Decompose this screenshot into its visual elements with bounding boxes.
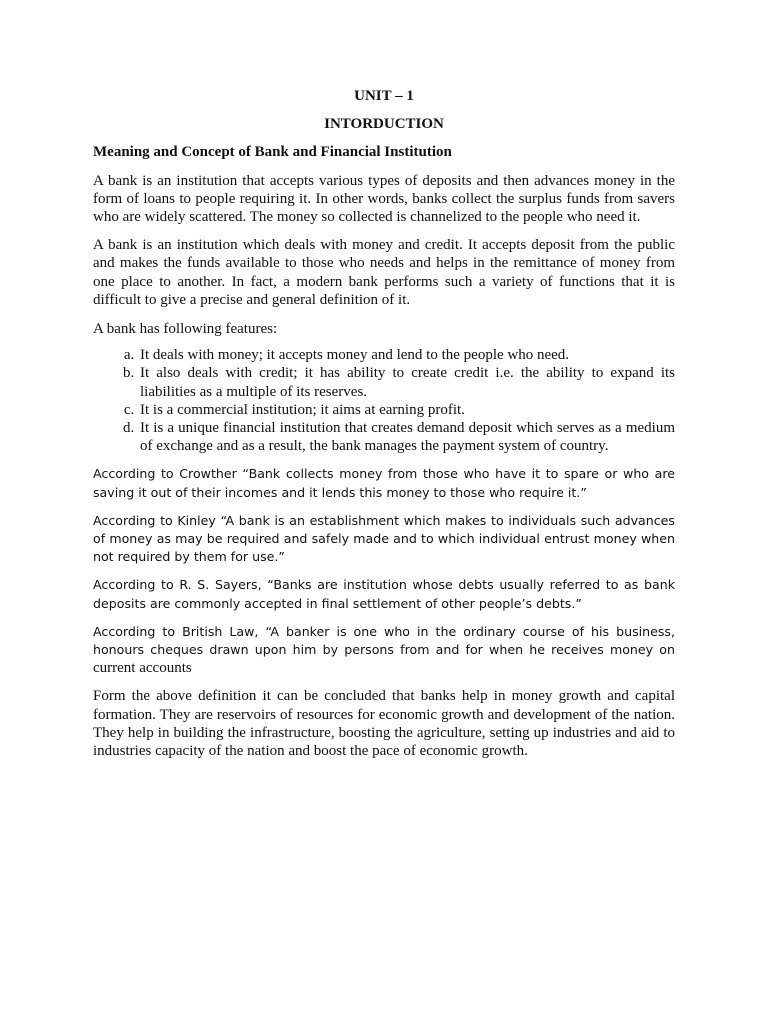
document-page bbox=[93, 87, 675, 760]
quote-british-law-main: According to British Law, “A banker is one who in the ordinary course of his business, honours cheques drawn upon him by persons from and for when he receives money on bbox=[93, 623, 675, 658]
paragraph-bank-definition-2: A bank is an institution which deals with money and credit. It accepts deposit from the public and makes the funds available to those who needs and helps in the remittance of money from one place to another. In fact, a modern bank performs such a variety of functions that it is difficult to give a precise and general definition of it. bbox=[93, 237, 675, 308]
quote-british-law bbox=[93, 623, 675, 678]
feature-item: d. It is a unique financial institution that creates demand deposit which serves as a medium of exchange and as a result, the bank manages the payment system of country. bbox=[138, 419, 675, 455]
quote-crowther: According to Crowther “Bank collects money from those who have it to spare or who are saving it out of their incomes and it lends this money to those who require it.” bbox=[93, 466, 675, 500]
paragraph-bank-definition-1: A bank is an institution that accepts various types of deposits and then advances money in the form of loans to people requiring it. In other words, banks collect the surplus funds from savers who are widely scattered. The money so collected is channelized to the people who need it. bbox=[93, 172, 675, 226]
unit-title: UNIT – 1 bbox=[354, 88, 414, 104]
features-intro: A bank has following features: bbox=[93, 321, 278, 338]
quote-kinley: According to Kinley “A bank is an establishment which makes to individuals such advances of money as may be required and safely made and to which individual entrust money when not required by them for use.” bbox=[93, 512, 675, 565]
quote-british-law-tail: current accounts bbox=[93, 660, 192, 677]
features-list bbox=[93, 346, 675, 455]
feature-item: c. It is a commercial institution; it aims at earning profit. bbox=[138, 401, 675, 419]
feature-item: a. It deals with money; it accepts money and lend to the people who need. bbox=[138, 346, 675, 364]
feature-item: b. It also deals with credit; it has ability to create credit i.e. the ability to expand its liabilities as a multiple of its reserves. bbox=[138, 364, 675, 400]
introduction-title: INTORDUCTION bbox=[324, 116, 444, 133]
quote-sayers: According to R. S. Sayers, “Banks are institution whose debts usually referred to as bank deposits are commonly accepted in final settlement of other people’s debts.” bbox=[93, 577, 675, 611]
section-heading: Meaning and Concept of Bank and Financial Institution bbox=[93, 144, 452, 161]
paragraph-conclusion: Form the above definition it can be concluded that banks help in money growth and capital formation. They are reservoirs of resources for economic growth and development of the nation. They help in building the infrastructure, boosting the agriculture, setting up industries and aid to industries capacity of the nation and boost the pace of economic growth. bbox=[93, 688, 675, 760]
